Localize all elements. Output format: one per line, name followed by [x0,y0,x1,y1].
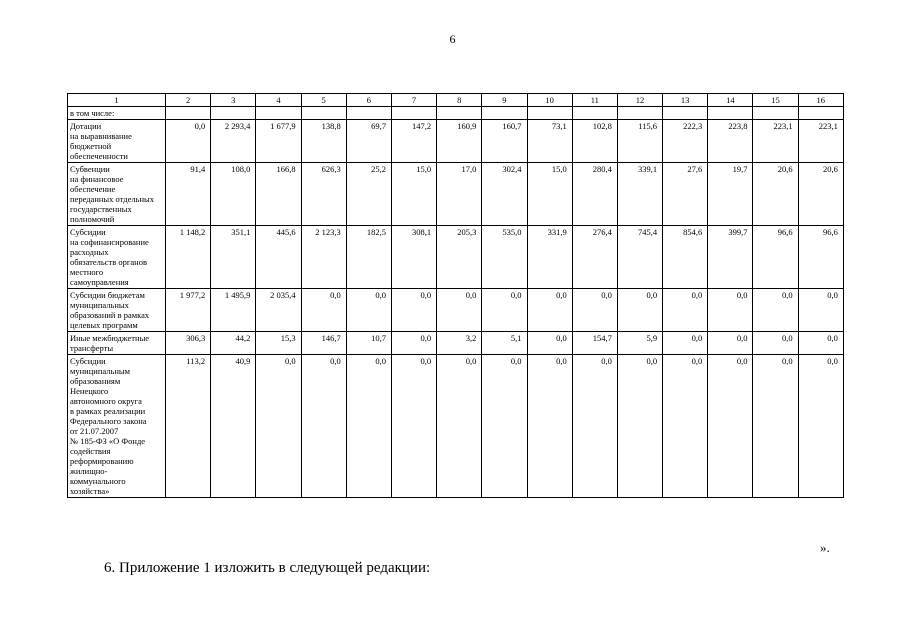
page-number: 6 [449,32,456,46]
row-label: Субсидии муниципальным образованиям Ненецкого автономного округа в рамках реализации Федерального закона от 21.07.2007 № 185-ФЗ «О Фонде содействия реформированию жилищно- коммунального хозяйства» [68,355,166,498]
table-row [68,289,844,332]
value-cell: 27,6 [663,163,708,226]
empty-cell [798,107,843,120]
value-cell: 0,0 [708,289,753,332]
value-cell: 154,7 [572,332,617,355]
empty-cell [527,107,572,120]
column-header: 10 [527,94,572,107]
row-label: Иные межбюджетные трансферты [68,332,166,355]
column-header: 12 [617,94,662,107]
value-cell: 222,3 [663,120,708,163]
data-table [67,93,844,498]
empty-cell [391,107,436,120]
value-cell: 20,6 [753,163,798,226]
value-cell: 205,3 [437,226,482,289]
value-cell: 44,2 [211,332,256,355]
value-cell: 0,0 [617,289,662,332]
value-cell: 0,0 [708,355,753,498]
value-cell: 113,2 [166,355,211,498]
value-cell: 445,6 [256,226,301,289]
value-cell: 10,7 [346,332,391,355]
value-cell: 160,9 [437,120,482,163]
value-cell: 0,0 [437,355,482,498]
value-cell: 535,0 [482,226,527,289]
value-cell: 146,7 [301,332,346,355]
empty-cell [437,107,482,120]
value-cell: 0,0 [482,289,527,332]
value-cell: 96,6 [798,226,843,289]
row-label: Субсидии бюджетам муниципальных образований в рамках целевых программ [68,289,166,332]
value-cell: 0,0 [166,120,211,163]
empty-cell [256,107,301,120]
value-cell: 0,0 [753,355,798,498]
value-cell: 5,1 [482,332,527,355]
column-header: 11 [572,94,617,107]
value-cell: 308,1 [391,226,436,289]
value-cell: 15,0 [391,163,436,226]
empty-cell [346,107,391,120]
value-cell: 15,3 [256,332,301,355]
value-cell: 276,4 [572,226,617,289]
value-cell: 69,7 [346,120,391,163]
closing-quote: ». [820,540,830,555]
value-cell: 399,7 [708,226,753,289]
column-header: 14 [708,94,753,107]
value-cell: 73,1 [527,120,572,163]
subheader-row [68,107,844,120]
value-cell: 102,8 [572,120,617,163]
value-cell: 0,0 [663,332,708,355]
value-cell: 280,4 [572,163,617,226]
value-cell: 17,0 [437,163,482,226]
value-cell: 626,3 [301,163,346,226]
value-cell: 0,0 [572,355,617,498]
value-cell: 0,0 [527,289,572,332]
value-cell: 182,5 [346,226,391,289]
value-cell: 223,1 [798,120,843,163]
value-cell: 0,0 [391,332,436,355]
value-cell: 223,8 [708,120,753,163]
empty-cell [708,107,753,120]
value-cell: 351,1 [211,226,256,289]
column-header: 4 [256,94,301,107]
value-cell: 0,0 [798,289,843,332]
column-header: 6 [346,94,391,107]
value-cell: 0,0 [391,355,436,498]
value-cell: 0,0 [753,289,798,332]
subheader-label: в том числе: [68,107,166,120]
column-header: 3 [211,94,256,107]
empty-cell [663,107,708,120]
value-cell: 0,0 [663,289,708,332]
value-cell: 0,0 [301,355,346,498]
value-cell: 2 035,4 [256,289,301,332]
row-label: Субвенции на финансовое обеспечение переданных отдельных государственных полномочий [68,163,166,226]
column-header: 9 [482,94,527,107]
instruction-text: 6. Приложение 1 изложить в следующей редакции: [104,560,431,576]
value-cell: 1 495,9 [211,289,256,332]
value-cell: 5,9 [617,332,662,355]
empty-cell [482,107,527,120]
value-cell: 20,6 [798,163,843,226]
value-cell: 306,3 [166,332,211,355]
value-cell: 0,0 [527,355,572,498]
value-cell: 1 148,2 [166,226,211,289]
value-cell: 339,1 [617,163,662,226]
value-cell: 91,4 [166,163,211,226]
value-cell: 166,8 [256,163,301,226]
value-cell: 138,8 [301,120,346,163]
value-cell: 331,9 [527,226,572,289]
column-header: 16 [798,94,843,107]
value-cell: 0,0 [301,289,346,332]
value-cell: 0,0 [572,289,617,332]
value-cell: 147,2 [391,120,436,163]
value-cell: 0,0 [753,332,798,355]
empty-cell [301,107,346,120]
column-header: 15 [753,94,798,107]
header-row [68,94,844,107]
value-cell: 0,0 [798,355,843,498]
empty-cell [166,107,211,120]
column-header: 8 [437,94,482,107]
value-cell: 40,9 [211,355,256,498]
value-cell: 108,0 [211,163,256,226]
value-cell: 745,4 [617,226,662,289]
value-cell: 0,0 [256,355,301,498]
empty-cell [211,107,256,120]
value-cell: 25,2 [346,163,391,226]
column-header: 7 [391,94,436,107]
value-cell: 0,0 [482,355,527,498]
table-row [68,332,844,355]
value-cell: 0,0 [798,332,843,355]
column-header: 5 [301,94,346,107]
row-label: Дотации на выравнивание бюджетной обеспеченности [68,120,166,163]
value-cell: 0,0 [346,355,391,498]
table-row [68,163,844,226]
value-cell: 96,6 [753,226,798,289]
value-cell: 223,1 [753,120,798,163]
column-header: 2 [166,94,211,107]
column-header: 1 [68,94,166,107]
table-row [68,226,844,289]
value-cell: 3,2 [437,332,482,355]
value-cell: 0,0 [391,289,436,332]
value-cell: 19,7 [708,163,753,226]
empty-cell [753,107,798,120]
row-label: Субсидии на софинансирование расходных обязательств органов местного самоуправления [68,226,166,289]
value-cell: 0,0 [708,332,753,355]
value-cell: 854,6 [663,226,708,289]
empty-cell [617,107,662,120]
value-cell: 2 123,3 [301,226,346,289]
value-cell: 0,0 [437,289,482,332]
value-cell: 160,7 [482,120,527,163]
value-cell: 1 677,9 [256,120,301,163]
value-cell: 0,0 [527,332,572,355]
table-row [68,355,844,498]
value-cell: 0,0 [617,355,662,498]
value-cell: 302,4 [482,163,527,226]
table-row [68,120,844,163]
column-header: 13 [663,94,708,107]
empty-cell [572,107,617,120]
value-cell: 15,0 [527,163,572,226]
value-cell: 1 977,2 [166,289,211,332]
value-cell: 2 293,4 [211,120,256,163]
value-cell: 115,6 [617,120,662,163]
value-cell: 0,0 [346,289,391,332]
value-cell: 0,0 [663,355,708,498]
